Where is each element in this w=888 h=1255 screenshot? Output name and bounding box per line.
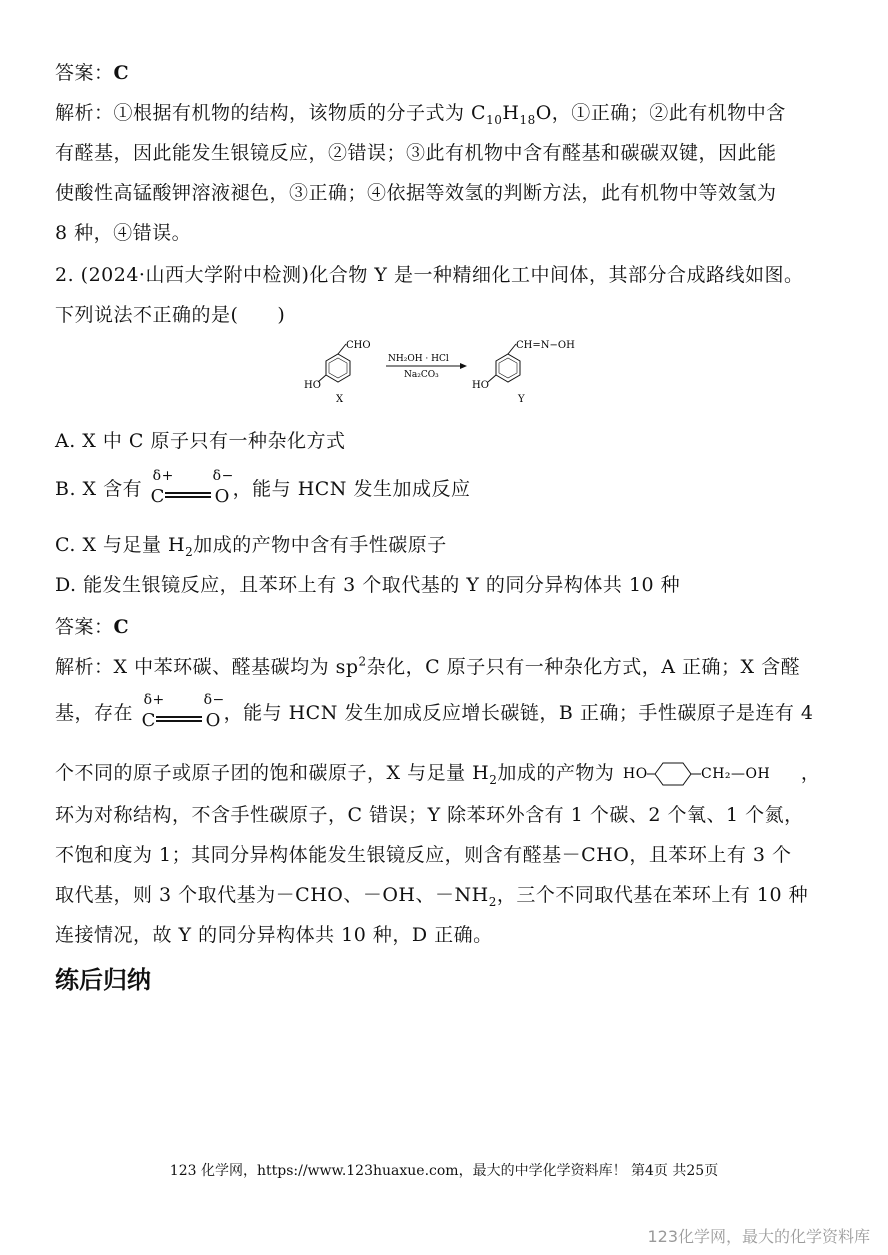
hydrogenation-product [621,760,801,788]
analysis-1-line-4: 8 种，④错误。 [55,222,192,244]
reagent-bottom: Na₂CO₃ [404,370,439,380]
analysis-2-line-7: 连接情况，故 Y 的同分异构体共 10 种，D 正确。 [55,924,493,946]
analysis-1-line-1: 解析：①根据有机物的结构，该物质的分子式为 $C_{10}H_{18}O$，①正确；②此有机物中含 [55,102,786,127]
analysis-2-line-4: 环为对称结构，不含手性碳原子，C 错误；Y 除苯环外含有 1 个碳、2 个氧、1 个氮， [55,804,804,826]
reagent-top: NH₂OH · HCl [388,354,449,364]
double-bond [156,716,202,722]
analysis-2-line-3: 个不同的原子或原子团的饱和碳原子，X 与足量 $H_2$加成的产物为 HO CH₂—OH ， [55,762,821,787]
x-cho-text: CHO [346,340,371,351]
x-ho-text: HO [304,380,321,391]
analysis-2-line-1: 解析：X 中苯环碳、醛基碳均为 $sp^2$杂化，C 原子只有一种杂化方式，A 正确；X 含醛 [55,654,801,678]
analysis-2-line-2: 基，存在 δ+ δ− C O ，能与 HCN 发生加成反应增长碳链，B 正确；手性碳原子是连有 4 [55,694,814,734]
y-ho-text: HO [472,380,489,391]
question-2-line-2: 下列说法不正确的是( ) [55,304,286,326]
analysis-1-line-2: 有醛基，因此能发生银镜反应，②错误；③此有机物中含有醛基和碳碳双键，因此能 [55,142,777,164]
analysis-2-line-5: 不饱和度为 1；其同分异构体能发生银镜反应，则含有醛基－CHO，且苯环上有 3 个 [55,844,792,866]
y-label: Y [518,394,525,405]
section-heading: 练后归纳 [55,966,151,994]
reaction-scheme [300,336,600,408]
c-o-dipole-b: δ+ δ− C O [150,468,234,507]
page-footer: 123 化学网，https://www.123huaxue.com，最大的中学化学资料库！ 第4页 共25页 [169,1163,719,1179]
analysis-2-line-6: 取代基，则 3 个取代基为－CHO、－OH、$-NH_2$，三个不同取代基在苯环上有 10 种 [55,884,809,909]
product-ch2oh: CH₂—OH [700,766,771,782]
x-label: X [336,394,344,405]
double-bond [165,492,211,498]
c-o-dipole-analysis: δ+ δ− C O [141,692,225,731]
option-b: B. X 含有 δ+ δ− C O ，能与 HCN 发生加成反应 [55,470,470,510]
option-a: A. X 中 C 原子只有一种杂化方式 [55,430,346,452]
watermark: 123化学网，最大的化学资料库 [647,1227,870,1246]
answer-2: 答案：C [55,616,130,638]
option-d: D. 能发生银镜反应，且苯环上有 3 个取代基的 Y 的同分异构体共 10 种 [55,574,681,596]
product-ho: HO [622,766,648,782]
answer-1: 答案：C [55,62,130,84]
analysis-1-line-3: 使酸性高锰酸钾溶液褪色，③正确；④依据等效氢的判断方法，此有机物中等效氢为 [55,182,777,204]
arrow-head [460,363,467,369]
cyclohexane-ring [655,763,691,785]
y-oxime-text: CH=N−OH [516,340,575,351]
question-2-line-1: 2. (2024·山西大学附中检测)化合物 Y 是一种精细化工中间体，其部分合成路线如图。 [55,264,804,286]
option-c: C. X 与足量 $H_2$加成的产物中含有手性碳原子 [55,534,447,559]
